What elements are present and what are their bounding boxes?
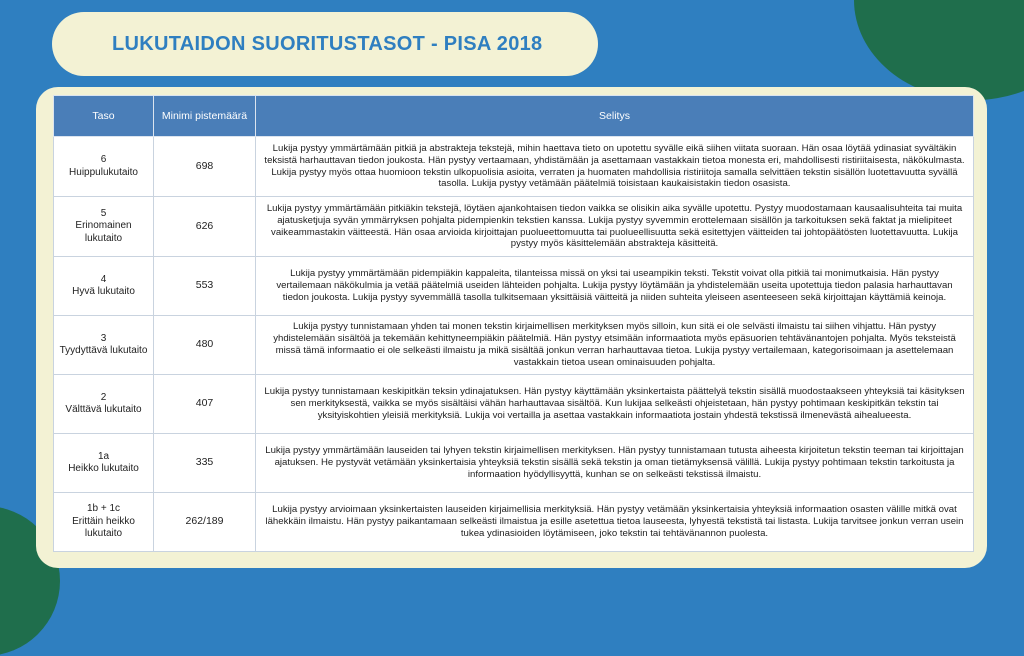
table-row: [54, 197, 974, 257]
description-cell: Lukija pystyy ymmärtämään pitkiäkin tekstejä, löytäen ajankohtaisen tiedon vaikka se olisikin aika syvälle upotettu. Pystyy muodostamaan kausaalisuhteita tai muita ajatusketjuja syvän ymmärryksen pohjalta pidempienkin tekstien kanssa. Lukija pystyy syvemmin erottelemaan sisällön ja tarkoituksen sekä faktat ja mielipiteet vaikeammastakin väitteestä. Hän osaa arvioida kirjoittajan puolueettomuutta tai puolueellisuutta sekä esitettyjen väitteiden tai johtopäätösten luotettavuutta. Lukija pystyy myös käsittelemään abstrakteja käsitteitä.: [256, 197, 974, 257]
level-name: Erinomainen lukutaito: [75, 220, 132, 244]
level-name: Hyvä lukutaito: [72, 286, 135, 297]
level-name: Tyydyttävä lukutaito: [59, 345, 148, 356]
table-row: [54, 137, 974, 197]
level-name: Huippulukutaito: [69, 166, 138, 178]
level-cell: [54, 316, 154, 375]
level-cell: [54, 137, 154, 197]
description-cell: Lukija pystyy ymmärtämään pitkiä ja abstrakteja tekstejä, mihin haettava tieto on upotettu syvälle eikä siihen viitata suoraan. Hän osaa löytää ydinasiat syvältäkin teksistä harhauttavan tiedon joukosta. Hän pystyy vertaamaan, yhdistämään ja asettamaan vastakkain tietoa monesta eri, mahdollisesti ristiriitaisesta, näkökulmasta. Lukija pystyy myös ottaa huomioon tekstin ulkopuolisia asioita, verraten ja huomaten mahdollisia ristiriitoja samalla selvittäen tekstin sisällön luotettavuutta syvällä tasolla. Lukija pystyy vetämään päätelmiä toisistaan kaukaisistakin tiedon osasista.: [256, 137, 974, 197]
level-number: 1b + 1c: [86, 503, 121, 515]
description-cell: Lukija pystyy arvioimaan yksinkertaisten lauseiden kirjaimellisia merkityksiä. Hän pystyy vetämään yksinkertaisia yhteyksiä informaation osasten välille mitkä ovat lähekkäin ilmaistu. Hän pystyy paikantamaan selkeästi ilmaistua ja esille asetettua tietoa lauseesta, lyhyestä tekstistä tai listasta. Lukija tarvitsee jonkun verran usein tukea ydinasioiden löytämiseen, joko tekstin tai tehtävänannon puolesta.: [256, 493, 974, 552]
min-score-cell: 335: [154, 434, 256, 493]
table-header-row: [54, 96, 974, 137]
level-cell: [54, 434, 154, 493]
header-description: Selitys: [256, 96, 974, 137]
header-level: Taso: [54, 96, 154, 137]
page-title: LUKUTAIDON SUORITUSTASOT - PISA 2018: [112, 32, 543, 55]
table-row: [54, 434, 974, 493]
min-score-cell: 262/189: [154, 493, 256, 552]
table-row: [54, 257, 974, 316]
level-number: 5: [100, 207, 107, 219]
level-cell: [54, 493, 154, 552]
table-row: [54, 316, 974, 375]
description-cell: Lukija pystyy ymmärtämään lauseiden tai lyhyen tekstin kirjaimellisen merkityksen. Hän pystyy tunnistamaan tutusta aiheesta kirjoitetun tekstin teeman tai kirjoittajan ajatuksen. He pystyvät vetämään yksinkertaisia yhteyksiä tekstin sisällä sekä tekstin ja oman tietämyksensä välillä. Lukija pystyy pohtimaan tekstin tarkoitusta ja informaation hyödyllisyyttä, kunhan se on selkeästi tekstissä ilmaistu.: [256, 434, 974, 493]
level-cell: [54, 197, 154, 257]
level-number: 6: [100, 154, 107, 165]
min-score-cell: 626: [154, 197, 256, 257]
level-number: 4: [100, 273, 107, 285]
table-row: [54, 493, 974, 552]
level-cell: [54, 375, 154, 434]
header-min-score: Minimi pistemäärä: [154, 96, 256, 137]
level-number: 2: [100, 391, 107, 403]
min-score-cell: 480: [154, 316, 256, 375]
decorative-circle-top-right: [854, 0, 1024, 100]
description-cell: Lukija pystyy tunnistamaan keskipitkän teksin ydinajatuksen. Hän pystyy käyttämään yksinkertaista päättelyä tekstin sisällä muodostaakseen yhteyksiä tai käsityksen sen merkityksestä, vaikka se myös sisältäisi vähän harhauttavaa sisältöä. Kun lukijaa selkeästi ohjeistetaan, hän pystyy pohtimaan keskipitkän tekstin tai yksityiskohtien yleisiä merkityksiä. Lukija voi vertailla ja asettaa vastakkain informaatiota jostain yhdestä tekstissä ilmenevästä aihealueesta.: [256, 375, 974, 434]
min-score-cell: 698: [154, 137, 256, 197]
title-banner: [52, 12, 598, 76]
level-cell: [54, 257, 154, 316]
description-cell: Lukija pystyy tunnistamaan yhden tai monen tekstin kirjaimellisen merkityksen myös silloin, kun sitä ei ole selvästi ilmaistu tai siihen vihjattu. Hän pystyy yhdistelemään sisältöä ja tekemään kehittyneempiäkin päätelmiä. Hän pystyy etsimään informaatiota myös epäsuorien tehtävänantojen pohjalta. Myös teksteistä missä tämä informaatio ei ole selkeästi ilmaistu ja mikä sisältää jonkun verran harhauttavaa tietoa. Lukija pystyy vertailemaan, kategorisoimaan ja asettelemaan vastakkain tietoa usean ominaisuuden pohjalta.: [256, 316, 974, 375]
description-cell: Lukija pystyy ymmärtämään pidempiäkin kappaleita, tilanteissa missä on yksi tai useampikin teksti. Tekstit voivat olla pitkiä tai monimutkaisia. Hän pystyy vertailemaan näkökulmia ja vetää päätelmiä useiden lähteiden pohjalta. Lukija pystyy löytämään ja yhdistelemään useita upotettuja tiedon palasia harhauttavan tiedon joukosta. Lukija pystyy syvemmällä tasolla tulkitsemaan yksittäisiä väitteitä ja niiden suhteita yleiseen asenteeseen sekä kirjoittajan käyttämiä keinoja.: [256, 257, 974, 316]
min-score-cell: 407: [154, 375, 256, 434]
min-score-cell: 553: [154, 257, 256, 316]
level-number: 1a: [97, 450, 110, 462]
reading-levels-table: [53, 95, 974, 552]
table-row: [54, 375, 974, 434]
level-name: Heikko lukutaito: [68, 463, 139, 474]
level-number: 3: [100, 332, 107, 344]
level-name: Välttävä lukutaito: [65, 404, 142, 415]
level-name: Erittäin heikko lukutaito: [72, 515, 135, 540]
